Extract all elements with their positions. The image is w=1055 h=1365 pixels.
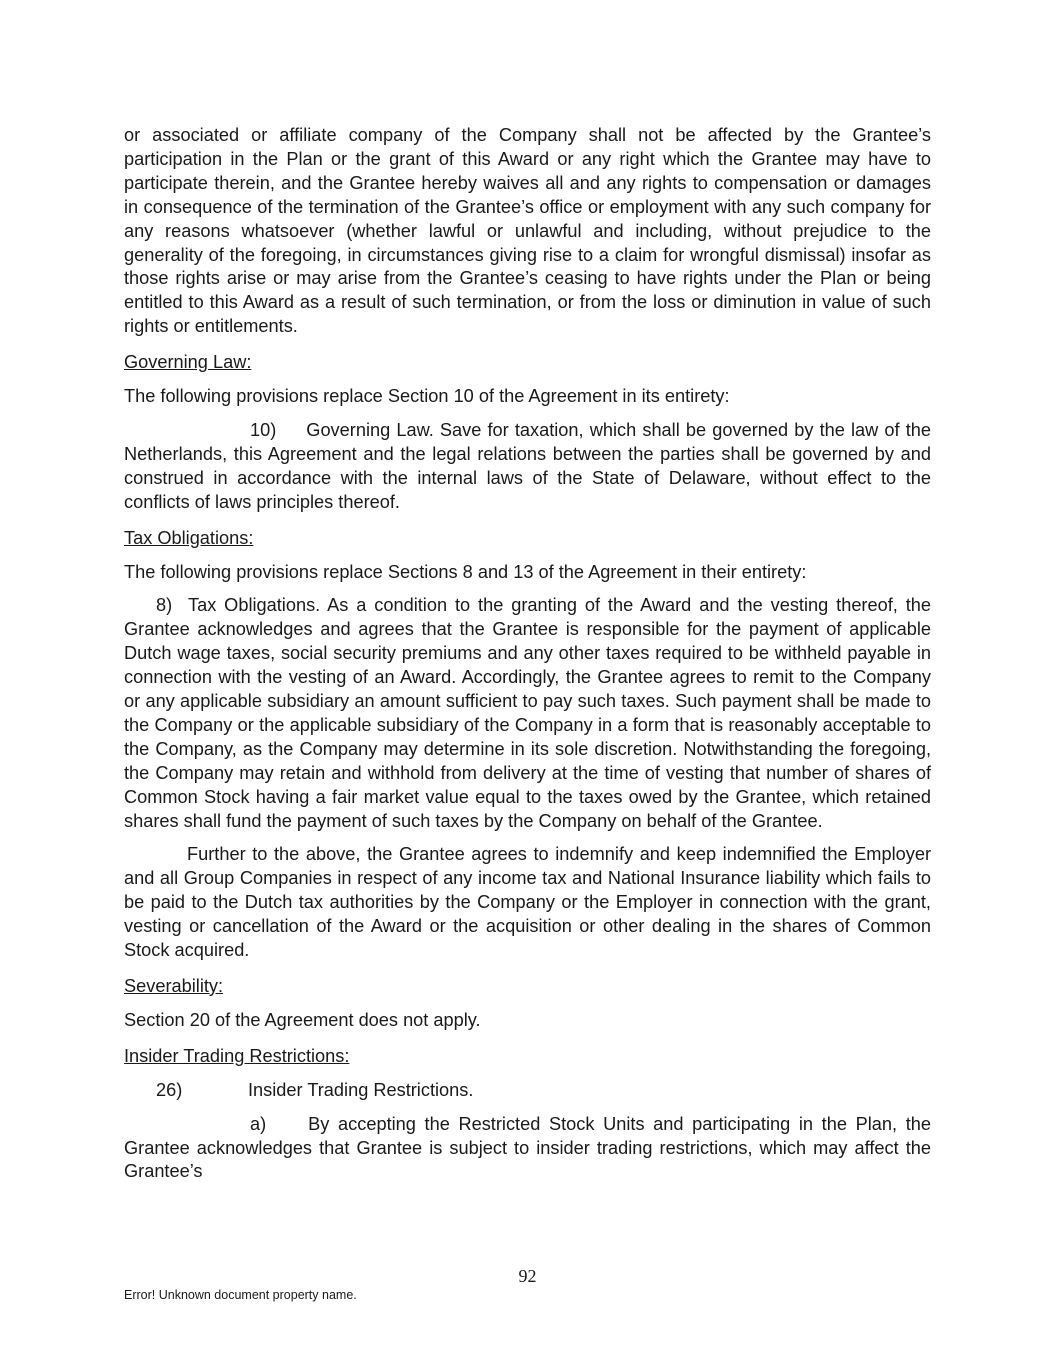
governing-law-clause	[124, 419, 931, 515]
footer-error-text: Error! Unknown document property name.	[124, 1288, 357, 1302]
governing-law-heading: Governing Law:	[124, 352, 252, 373]
governing-law-intro: The following provisions replace Section 10 of the Agreement in its entirety:	[124, 386, 730, 407]
insider-trading-sub-body: By accepting the Restricted Stock Units and participating in the Plan, the Grantee acknowledges that Grantee is subject to insider trading restrictions, which may affect the Grantee’s	[124, 1113, 931, 1182]
insider-trading-heading: Insider Trading Restrictions:	[124, 1045, 350, 1066]
document-body	[124, 124, 931, 1194]
insider-trading-subclause	[124, 1113, 931, 1185]
governing-law-body: Governing Law. Save for taxation, which shall be governed by the law of the Netherlands, this Agreement and the legal relations between the parties shall be governed by and construed in accordance with the internal laws of the State of Delaware, without effect to the conflicts of laws principles thereof.	[124, 419, 931, 512]
tax-obligations-intro: The following provisions replace Sections 8 and 13 of the Agreement in their entirety:	[124, 561, 807, 582]
insider-trading-title: Insider Trading Restrictions.	[248, 1079, 474, 1100]
tax-obligations-clause	[124, 594, 931, 833]
severability-heading: Severability:	[124, 976, 224, 996]
tax-obligations-heading: Tax Obligations:	[124, 527, 254, 548]
governing-law-number: 10)	[250, 419, 277, 440]
tax-obligations-body: Tax Obligations. As a condition to the granting of the Award and the vesting thereof, the Grantee acknowledges and agrees that the Grantee is responsible for the payment of applicable Dutch wage taxes, social security premiums and any other taxes required to be withheld payable in connection with the vesting of an Award. Accordingly, the Grantee agrees to remit to the Company or any applicable subsidiary an amount sufficient to pay such taxes. Such payment shall be made to the Company or the applicable subsidiary of the Company in a form that is reasonably acceptable to the Company, as the Company may determine in its sole discretion. Notwithstanding the foregoing, the Company may retain and withhold from delivery at the time of vesting that number of shares of Common Stock having a fair market value equal to the taxes owed by the Grantee, which retained shares shall fund the payment of such taxes by the Company on behalf of the Grantee.	[124, 595, 932, 831]
tax-obligations-further: Further to the above, the Grantee agrees to indemnify and keep indemnified the Employer and all Group Companies in respect of any income tax and National Insurance liability which fails to be paid to the Dutch tax authorities by the Company or the Employer in connection with the grant, vesting or cancellation of the Award or the acquisition or other dealing in the shares of Common Stock acquired.	[124, 844, 931, 961]
intro-paragraph: or associated or affiliate company of the Company shall not be affected by the Grantee’s participation in the Plan or the grant of this Award or any right which the Grantee may have to participate therein, and the Grantee hereby waives all and any rights to compensation or damages in consequence of the termination of the Grantee’s office or employment with any such company for any reasons whatsoever (whether lawful or unlawful and including, without prejudice to the generality of the foregoing, in circumstances giving rise to a claim for wrongful dismissal) insofar as those rights arise or may arise from the Grantee’s ceasing to have rights under the Plan or being entitled to this Award as a result of such termination, or from the loss or diminution in value of such rights or entitlements.	[124, 125, 931, 337]
insider-trading-number: 26)	[156, 1079, 183, 1100]
page-number: 92	[518, 1266, 537, 1286]
insider-trading-clause	[124, 1079, 931, 1103]
insider-trading-sub-label: a)	[250, 1113, 267, 1134]
tax-obligations-number: 8)	[156, 595, 173, 616]
severability-body: Section 20 of the Agreement does not apply.	[124, 1009, 481, 1030]
